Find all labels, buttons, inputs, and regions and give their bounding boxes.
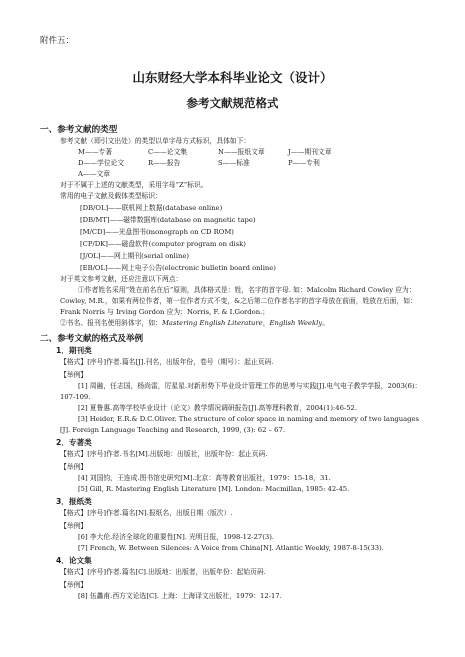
e-type-item: [M/CD]——光盘图书(monograph on CD ROM) bbox=[80, 228, 234, 236]
italic-title: English Weekly bbox=[269, 319, 323, 327]
english-point-2 bbox=[40, 318, 425, 329]
format-label: 【格式】 bbox=[60, 509, 88, 517]
format-line bbox=[40, 356, 425, 369]
section-1-heading: 一、参考文献的类型 bbox=[40, 125, 118, 135]
reference-item: [1] 周融，任志国，杨尚雷，厉星星.对新形势下毕业设计管理工作的思考与实践[J].电气电子教学学报，2003(6)：107-109. bbox=[60, 382, 422, 401]
format-text: [序号]作者.篇名[N].报纸名，出版日期（版次）. bbox=[87, 509, 233, 517]
text-run: ， bbox=[262, 319, 270, 327]
english-note: 对于英文参考文献，还应注意以下两点： bbox=[60, 275, 183, 283]
e-type-item: [EB/OL]——网上电子公告(electronic bulletin board online) bbox=[80, 264, 276, 272]
note-z: 对于不属于上述的文献类型，采用字母“Z”标识。 bbox=[60, 181, 208, 189]
reference-item: [6] 李大伦.经济全球化的重要性[N]. 光明日报，1998-12-27(3). bbox=[78, 533, 275, 541]
example-label: 【举例】 bbox=[60, 581, 88, 589]
e-type-item: [DB/OL]——联机网上数据(database online) bbox=[80, 204, 223, 212]
reference-item: [7] French, W. Between Silences: A Voice from China[N]. Atlantic Weekly, 1987-8-15(33). bbox=[78, 544, 384, 552]
subsection-heading: 2．专著类 bbox=[56, 438, 92, 447]
text-run: ②书名、报刊名使用斜体字，如： bbox=[60, 319, 162, 327]
type-item: J——期刊文章 bbox=[288, 148, 332, 156]
reference-item: [5] Gill, R. Mastering English Literature [M]. London: Macmillan, 1985: 42-45. bbox=[78, 485, 350, 493]
attachment-label: 附件五： bbox=[40, 36, 75, 46]
subsection-heading: 3．报纸类 bbox=[56, 497, 92, 506]
format-text: [序号]作者.篇名[C].出版地：出版者，出版年份：起始页码. bbox=[87, 568, 266, 576]
reference-item: [2] 夏鲁惠.高等学校毕业设计（论文）教学情况调研报告[J].高等理科教育，2004(1):46-52. bbox=[78, 404, 358, 412]
document-subtitle: 参考文献规范格式 bbox=[186, 96, 279, 110]
format-line bbox=[40, 448, 425, 461]
example-label: 【举例】 bbox=[60, 522, 88, 530]
type-item: S——标准 bbox=[218, 159, 250, 167]
e-type-item: [J/OL]——网上期刊(serial online) bbox=[80, 252, 190, 260]
example-label: 【举例】 bbox=[60, 463, 88, 471]
e-type-item: [DB/MT]——磁带数据库(database on magnetic tape) bbox=[80, 216, 256, 224]
format-line bbox=[40, 566, 425, 579]
types-row-2 bbox=[40, 158, 425, 169]
format-label: 【格式】 bbox=[60, 450, 88, 458]
section-2-heading: 二、参考文献的格式及举例 bbox=[40, 334, 144, 344]
subsection-heading: 4．论文集 bbox=[56, 556, 92, 565]
format-label: 【格式】 bbox=[60, 568, 88, 576]
reference-item: [3] Heider, E.R.& D.C.Oliver. The structure of color space in naming and memory of two languages [J]. Foreign Language Teaching and Research, 1999, (3): 62 – 67. bbox=[60, 415, 419, 434]
format-label: 【格式】 bbox=[60, 358, 88, 366]
english-point-1: ①作者姓名采用“姓在前名在后”原则，具体格式是：姓，名字的首字母. 如：Malcolm Richard Cowley 应为：Cowley, M.R.，如果有两位作者，第一位作者方式不变，&之后第二位作者名字的首字母放在前面，姓放在后面，如：Frank Norris 与 Irving Gordon 应为：Norris, F. & I.Gordon.； bbox=[60, 286, 417, 316]
section-1-intro: 参考文献（即引文出处）的类型以单字母方式标识，具体如下： bbox=[60, 137, 251, 145]
type-item: N——报纸文章 bbox=[218, 148, 265, 156]
type-item: P——专利 bbox=[288, 159, 320, 167]
document-title: 山东财经大学本科毕业论文（设计） bbox=[132, 70, 333, 85]
type-item: R——报告 bbox=[148, 159, 181, 167]
format-line bbox=[40, 507, 425, 520]
type-item: D——学位论文 bbox=[78, 159, 125, 167]
example-label: 【举例】 bbox=[60, 371, 88, 379]
type-item: C——论文集 bbox=[148, 148, 188, 156]
e-type-item: [CP/DK]——磁盘软件(computer program on disk) bbox=[80, 240, 246, 248]
format-text: [序号]作者.篇名[J].刊名，出版年份，卷号（期号）：起止页码. bbox=[87, 358, 274, 366]
italic-title: Mastering English Literature bbox=[161, 319, 263, 327]
types-row-3 bbox=[40, 169, 425, 180]
subsection-heading: 1．期刊类 bbox=[56, 346, 92, 355]
reference-item: [8] 伍蠡甫.西方文论选[C]. 上海：上海译文出版社，1979：12-17. bbox=[78, 592, 282, 600]
text-run: 。 bbox=[322, 319, 329, 327]
note-electronic: 常用的电子文献及载体类型标识： bbox=[60, 192, 162, 200]
type-item: M——专著 bbox=[78, 148, 113, 156]
types-row-1 bbox=[40, 147, 425, 158]
format-text: [序号]作者.书名[M].出版地：出版社，出版年份：起止页码. bbox=[87, 450, 268, 458]
reference-item: [4] 刘国钧，王连成.图书馆史研究[M].北京：高等教育出版社，1979：15-18，31. bbox=[78, 474, 331, 482]
type-item: A——文章 bbox=[78, 170, 111, 178]
